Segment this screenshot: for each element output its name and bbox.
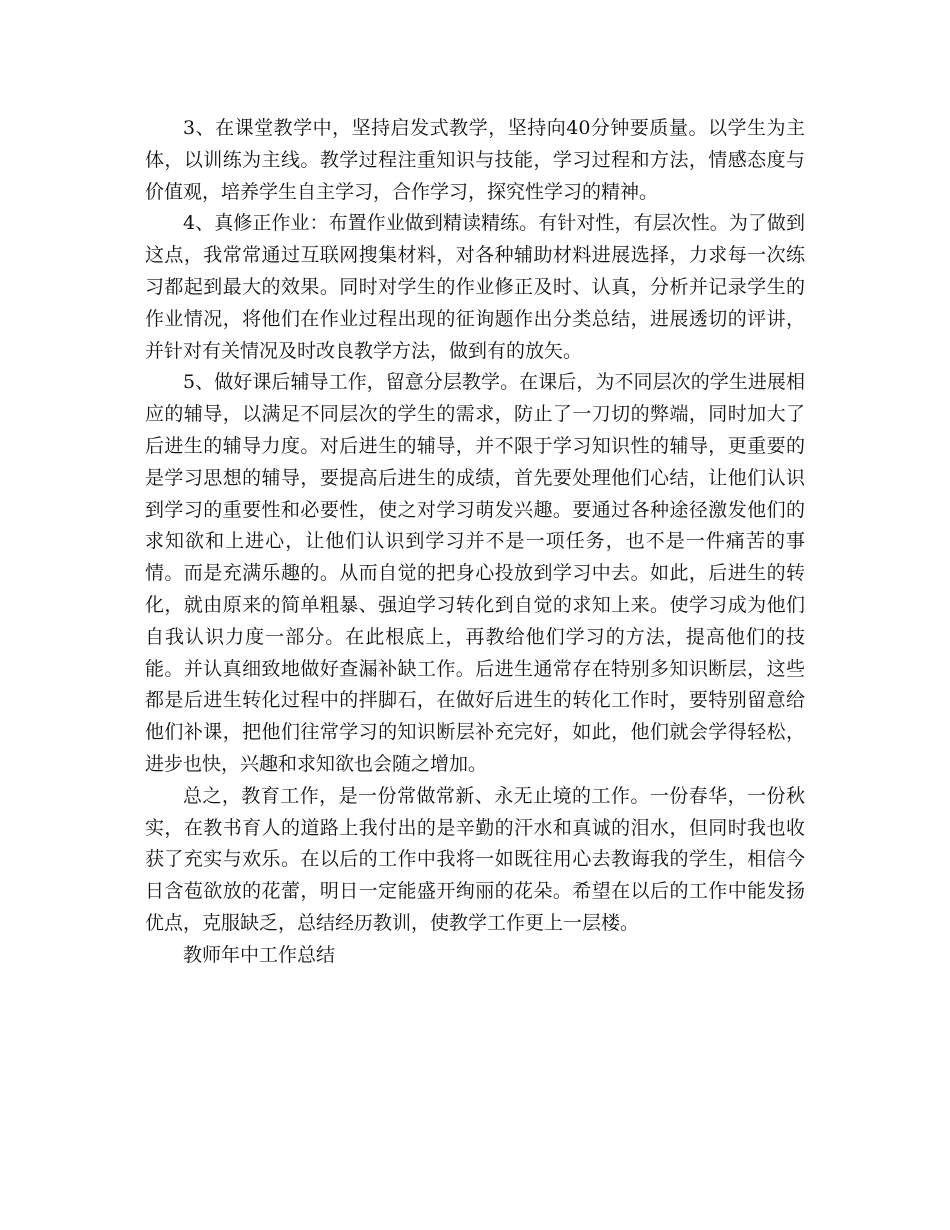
document-body [145,113,805,972]
paragraph-classroom-teaching: 3、在课堂教学中，坚持启发式教学，坚持向40分钟要质量。以学生为主体，以训练为主线。教学过程注重知识与技能，学习过程和方法，情感态度与价值观，培养学生自主学习，合作学习，探究性学习的精神。 [145,117,805,203]
closing-title: 教师年中工作总结 [183,943,336,966]
paragraph-after-class-tutoring: 5、做好课后辅导工作，留意分层教学。在课后，为不同层次的学生进展相应的辅导，以满足不同层次的学生的需求，防止了一刀切的弊端，同时加大了后进生的辅导力度。对后进生的辅导，并不限于学习知识性的辅导，更重要的是学习思想的辅导，要提高后进生的成绩，首先要处理他们心结，让他们认识到学习的重要性和必要性，使之对学习萌发兴趣。要通过各种途径激发他们的求知欲和上进心，让他们认识到学习并不是一项任务，也不是一件痛苦的事情。而是充满乐趣的。从而自觉的把身心投放到学习中去。如此，后进生的转化，就由原来的简单粗暴、强迫学习转化到自觉的求知上来。使学习成为他们自我认识力度一部分。在此根底上，再教给他们学习的方法，提高他们的技能。并认真细致地做好查漏补缺工作。后进生通常存在特别多知识断层，这些都是后进生转化过程中的拌脚石，在做好后进生的转化工作时，要特别留意给他们补课，把他们往常学习的知识断层补充完好，如此，他们就会学得轻松，进步也快，兴趣和求知欲也会随之增加。 [145,371,805,775]
paragraph-conclusion: 总之，教育工作，是一份常做常新、永无止境的工作。一份春华，一份秋实，在教书育人的道路上我付出的是辛勤的汗水和真诚的泪水，但同时我也收获了充实与欢乐。在以后的工作中我将一如既往用心去教诲我的学生，相信今日含苞欲放的花蕾，明日一定能盛开绚丽的花朵。希望在以后的工作中能发扬优点，克服缺乏，总结经历教训，使教学工作更上一层楼。 [145,784,805,934]
paragraph-homework-correction: 4、真修正作业：布置作业做到精读精练。有针对性，有层次性。为了做到这点，我常常通过互联网搜集材料，对各种辅助材料进展选择，力求每一次练习都起到最大的效果。同时对学生的作业修正及时、认真，分析并记录学生的作业情况，将他们在作业过程出现的征询题作出分类总结，进展透切的评讲，并针对有关情况及时改良教学方法，做到有的放矢。 [145,212,805,362]
